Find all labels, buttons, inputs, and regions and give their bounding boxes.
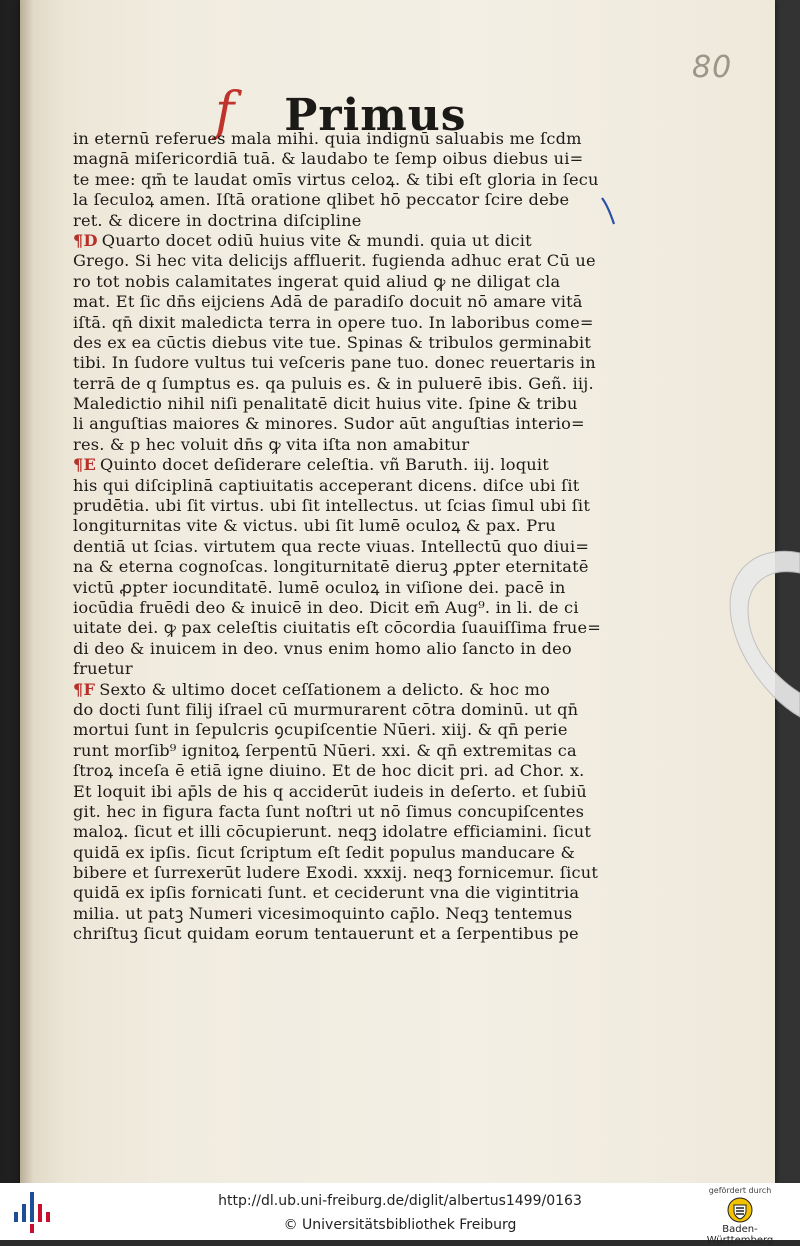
text-line-content: iocūdia fruēdi deo & inuicē in deo. Dicit em̄ Aug⁹. in li. de ci xyxy=(73,597,579,617)
text-line xyxy=(73,904,613,924)
text-line xyxy=(73,782,613,802)
pilcrow-mark: ¶F xyxy=(73,679,96,699)
page-binding-edge xyxy=(20,0,34,1183)
text-line xyxy=(73,578,613,598)
text-line xyxy=(73,700,613,720)
text-line xyxy=(73,516,613,536)
text-line xyxy=(73,557,613,577)
text-line xyxy=(73,149,613,169)
text-line xyxy=(73,251,613,271)
text-line xyxy=(73,618,613,638)
text-line xyxy=(73,761,613,781)
text-line xyxy=(73,639,613,659)
text-line-content: victū ꝓpter iocunditatē. lumē oculoꝝ in viſione dei. pacē in xyxy=(73,577,566,597)
text-line-content: di deo & inuicem in deo. vnus enim homo alio ſancto in deo xyxy=(73,638,572,658)
text-line-content: ſtroꝝ inceſa ē etiā igne diuino. Et de hoc dicit pri. ad Chor. x. xyxy=(73,761,585,781)
baden-wuerttemberg-coat-of-arms-icon xyxy=(727,1197,753,1223)
text-line-content: longiturnitas vite & victus. ubi ſit lumē oculoꝝ & pax. Pru xyxy=(73,516,556,536)
text-line-content: milia. ut patꝫ Numeri vicesimoquinto cap̄lo. Neqꝫ tentemus xyxy=(73,903,573,923)
text-line-content: te mee: qm̄ te laudat omīs virtus celoꝝ. & tibi eſt gloria in ſecu xyxy=(73,169,599,189)
footer-url-link[interactable]: http://dl.ub.uni-freiburg.de/diglit/albertus1499/0163 xyxy=(218,1193,582,1209)
text-line xyxy=(73,353,613,373)
text-line xyxy=(73,659,613,679)
text-line-content: mortui ſunt in ſepulcris ꝯcupiſcentie Nūeri. xiij. & qn̄ perie xyxy=(73,720,568,740)
pilcrow-mark: ¶E xyxy=(73,455,97,475)
text-line-content: la ſeculoꝝ amen. Iſtā oratione qlibet hō peccator ſcire debe xyxy=(73,190,570,210)
text-line-content: in eternū referues mala mihi. quia indignū saluabis me ſcdm xyxy=(73,129,582,148)
text-line xyxy=(73,598,613,618)
text-line-content: Sexto & ultimo docet ceſſationem a delicto. & hoc mo xyxy=(99,679,550,699)
text-line xyxy=(73,455,613,475)
text-line-content: uitate dei. ꝙ pax celeſtis ciuitatis eſt cōcordia ſuauiſſima frue= xyxy=(73,618,602,638)
pencil-folio-number: 80 xyxy=(692,50,733,85)
text-line xyxy=(73,129,613,149)
bookmark-strip-icon xyxy=(722,545,800,720)
text-line-content: terrā de q ſumptus es. qa puluis es. & in puluerē ibis. Geñ. iij. xyxy=(73,373,594,393)
text-line-content: quidā ex ipſis. ſicut ſcriptum eſt ſedit populus manducare & xyxy=(73,842,576,862)
text-line-content: chriſtuꝫ ſicut quidam eorum tentauerunt et a ſerpentibus pe xyxy=(73,924,579,944)
pilcrow-mark: ¶D xyxy=(73,230,98,250)
pen-mark-icon xyxy=(600,196,618,226)
funding-label: gefördert durch xyxy=(708,1186,772,1195)
text-line-content: Maledictio nihil niſi penalitatē dicit huius vite. ſpine & tribu xyxy=(73,394,578,414)
text-line xyxy=(73,394,613,414)
text-line-content: mat. Et ſic dn̄s eijciens Adā de paradiſo docuit nō amare vitā xyxy=(73,292,583,312)
text-line xyxy=(73,170,613,190)
text-line xyxy=(73,374,613,394)
text-line-content: prudētia. ubi ſit virtus. ubi ſit intellectus. ut ſcias ſimul ubi ſit xyxy=(73,496,591,516)
funding-state-name: Baden-Württemberg xyxy=(706,1224,774,1246)
text-line-content: magnā miſericordiā tuā. & laudabo te ſemp oibus diebus ui= xyxy=(73,149,584,169)
text-line xyxy=(73,843,613,863)
text-line xyxy=(73,476,613,496)
text-line-content: ro tot nobis calamitates ingerat quid aliud ꝙ ne diligat cla xyxy=(73,271,561,291)
text-line-content: dentiā ut ſcias. virtutem qua recte viuas. Intellectū quo diui= xyxy=(73,536,590,556)
text-line-content: maloꝝ. ſicut et illi cōcupierunt. neqꝫ idolatre efficiamini. ſicut xyxy=(73,822,592,842)
text-line xyxy=(73,883,613,903)
text-line-content: res. & p hec voluit dn̄s ꝙ vita iſta non amabitur xyxy=(73,434,470,454)
text-line-content: Et loquit ibi ap̄ls de his q acciderūt iudeis in deſerto. et ſubiū xyxy=(73,781,587,801)
text-line xyxy=(73,496,613,516)
text-line-content: git. hec in figura facta ſunt noſtri ut nō ſimus concupiſcentes xyxy=(73,801,585,821)
text-line xyxy=(73,802,613,822)
text-line-content: Quarto docet odiū huius vite & mundi. quia ut dicit xyxy=(101,230,532,250)
footer-copyright: © Universitätsbibliothek Freiburg xyxy=(283,1217,517,1233)
text-line xyxy=(73,313,613,333)
text-line-content: des ex ea cūctis diebus vite tue. Spinas & tribulos germinabit xyxy=(73,332,592,352)
text-line xyxy=(73,863,613,883)
text-line xyxy=(73,680,613,700)
funding-badge xyxy=(690,1186,790,1246)
text-line xyxy=(73,720,613,740)
text-line-content: Grego. Si hec vita delicijs affluerit. fugienda adhuc erat Cū ue xyxy=(73,251,596,271)
text-line xyxy=(73,292,613,312)
text-line xyxy=(73,537,613,557)
text-line xyxy=(73,211,613,231)
text-line xyxy=(73,822,613,842)
text-line-content: his qui diſciplinā captiuitatis acceperant dicens. diſce ubi ſit xyxy=(73,475,580,495)
text-line-content: li anguſtias maiores & minores. Sudor aūt anguſtias interio= xyxy=(73,414,585,434)
text-line-content: quidā ex ipſis fornicati ſunt. et ceciderunt vna die vigintitria xyxy=(73,883,580,903)
text-line-content: runt morſib⁹ ignitoꝝ ſerpentū Nūeri. xxi. & qn̄ extremitas ca xyxy=(73,740,577,760)
text-line-content: iſtā. qn̄ dixit maledicta terra in opere tuo. In laboribus come= xyxy=(73,312,594,332)
text-line-content: bibere et ſurrexerūt ludere Exodi. xxxij. neqꝫ fornicemur. ſicut xyxy=(73,863,599,883)
text-line-content: na & eterna cognoſcas. longiturnitatē dieruꝫ ꝓpter eternitatē xyxy=(73,557,589,577)
text-line-content: Quinto docet deſiderare celeſtia. vñ Baruth. iij. loquit xyxy=(100,455,549,475)
text-line-content: tibi. In ſudore vultus tui veſceris pane tuo. donec reuertaris in xyxy=(73,353,596,373)
text-line xyxy=(73,231,613,251)
text-line xyxy=(73,924,613,944)
text-line xyxy=(73,272,613,292)
text-line-content: fruetur xyxy=(73,659,133,679)
running-head-letter: f xyxy=(215,82,235,142)
text-line xyxy=(73,190,613,210)
text-block xyxy=(73,129,613,945)
running-head-title: Primus xyxy=(284,90,467,141)
text-line xyxy=(73,414,613,434)
text-line xyxy=(73,333,613,353)
text-line xyxy=(73,741,613,761)
text-line xyxy=(73,435,613,455)
text-line-content: do docti ſunt filij iſrael cū murmurarent cōtra dominū. ut qn̄ xyxy=(73,699,579,719)
text-line-content: ret. & dicere in doctrina diſcipline xyxy=(73,210,362,230)
book-page xyxy=(20,0,775,1183)
